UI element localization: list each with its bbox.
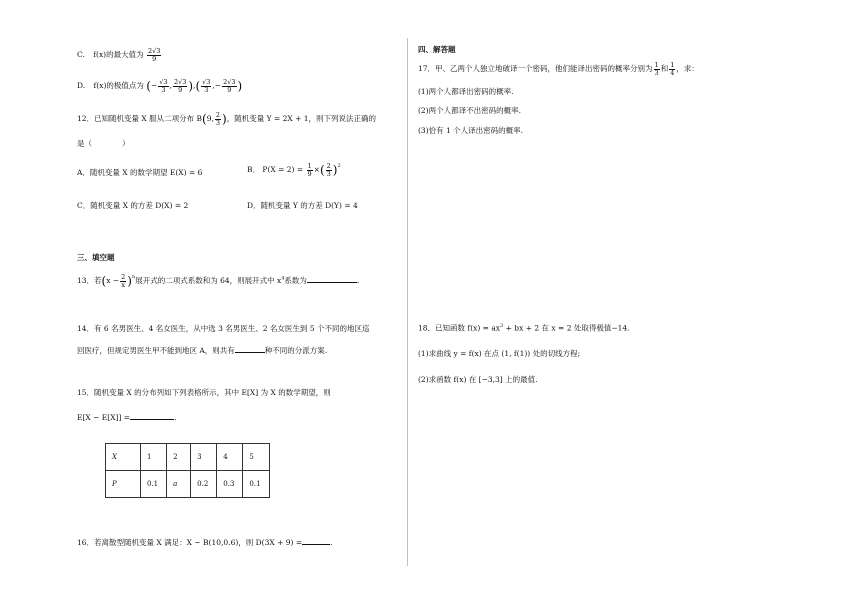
- q14-line2: 回医疗，但规定男医生甲不能到地区 A，则共有 种不同的分派方案.: [77, 346, 328, 355]
- q15-line1: 15．随机变量 X 的分布列如下列表格所示，其中 E[X] 为 X 的数学期望，则: [77, 388, 331, 397]
- q17-stem: 17．甲、乙两个人独立地破译一个密码，他们能译出密码的概率分别为 $\frac{1}{3}$ 和 $\frac{1}{4}$ ，求：: [418, 61, 699, 77]
- option-text: 的极值点为: [106, 81, 144, 91]
- table-cell: 1: [141, 444, 167, 471]
- function-expr: f(x): [93, 50, 107, 59]
- answer-blank[interactable]: [307, 282, 357, 283]
- q14-line1: 14．有 6 名男医生、4 名女医生，从中选 3 名男医生、2 名女医生到 5 个不同的地区巡: [77, 324, 370, 333]
- column-divider: [407, 38, 408, 566]
- q18-stem: 18．已知函数 $f(x) = ax^3$ + bx + 2 在 x = 2 处取得极值−14.: [418, 323, 630, 333]
- q13: 13．若(x − $\frac{2}{x}$ )$^n$展开式的二项式系数和为 64，则展开式中 $x^4$系数为 .: [77, 273, 360, 289]
- section-heading-solutions: 四、解答题: [418, 45, 456, 54]
- q16: 16．若离散型随机变量 X 满足：X ~ B(10,0.6)，则 D(3X + 9) = .: [77, 538, 333, 547]
- distribution-table: [105, 443, 270, 498]
- q12-stem-line1: 12．已知随机变量 X 服从二项分布 B(9, $\frac{2}{3}$ )，随机变量 Y = 2X + 1，则下列说法正确的: [77, 111, 377, 127]
- answer-blank[interactable]: [130, 419, 174, 420]
- table-cell: 5: [243, 444, 269, 471]
- option-letter: D.: [77, 81, 86, 91]
- q18-part2: (2)求函数 f(x) 在 [−3,3] 上的最值.: [418, 375, 538, 384]
- q12-option-b: B． P(X = 2) = $\frac{1}{9}$ ×( $\frac{2}{3}$ )$^2$: [247, 162, 341, 178]
- table-cell: 3: [191, 444, 217, 471]
- answer-blank[interactable]: [302, 544, 330, 545]
- q18-part1: (1)求曲线 y = f(x) 在点 (1, f(1)) 处的切线方程;: [418, 349, 581, 358]
- table-cell: 0.1: [243, 471, 269, 498]
- q15-line2: E[X − E[X]] = .: [77, 413, 177, 422]
- option-text: 的最大值为: [106, 50, 144, 59]
- option-letter: C.: [77, 50, 85, 59]
- table-row: [106, 471, 270, 498]
- fraction: $\frac{2√3}{9}$: [148, 47, 161, 63]
- table-cell: 0.2: [191, 471, 217, 498]
- table-row: [106, 444, 270, 471]
- table-cell: 2: [167, 444, 191, 471]
- table-cell: P: [106, 471, 141, 498]
- table-cell: 0.3: [217, 471, 243, 498]
- answer-blank[interactable]: [235, 352, 265, 353]
- table-cell: 0.1: [141, 471, 167, 498]
- q11-option-d: D. f(x)的极值点为 (− $\frac{√3}{3}$ , $\frac{2√3}{9}$ ),( $\frac{√3}{3}$ ,− $\frac{2√3}{9}$ ): [77, 78, 243, 94]
- q12-option-d: D．随机变量 Y 的方差 D(Y) = 4: [247, 201, 358, 210]
- q17-part2: (2)两个人都译不出密码的概率.: [418, 106, 522, 115]
- q17-part3: (3)恰有 1 个人译出密码的概率.: [418, 126, 524, 135]
- table-cell: 4: [217, 444, 243, 471]
- table-cell: a: [167, 471, 191, 498]
- table-cell: X: [106, 444, 141, 471]
- q11-option-c: [77, 48, 162, 62]
- section-heading-fill-in: 三、填空题: [77, 253, 115, 262]
- q12-option-c: C．随机变量 X 的方差 D(X) = 2: [77, 201, 189, 210]
- function-expr: f(x): [93, 81, 107, 91]
- q12-option-a: A．随机变量 X 的数学期望 E(X) = 6: [77, 168, 203, 177]
- q17-part1: (1)两个人都译出密码的概率.: [418, 87, 514, 96]
- q12-stem-line2: 是（ ）: [77, 139, 130, 148]
